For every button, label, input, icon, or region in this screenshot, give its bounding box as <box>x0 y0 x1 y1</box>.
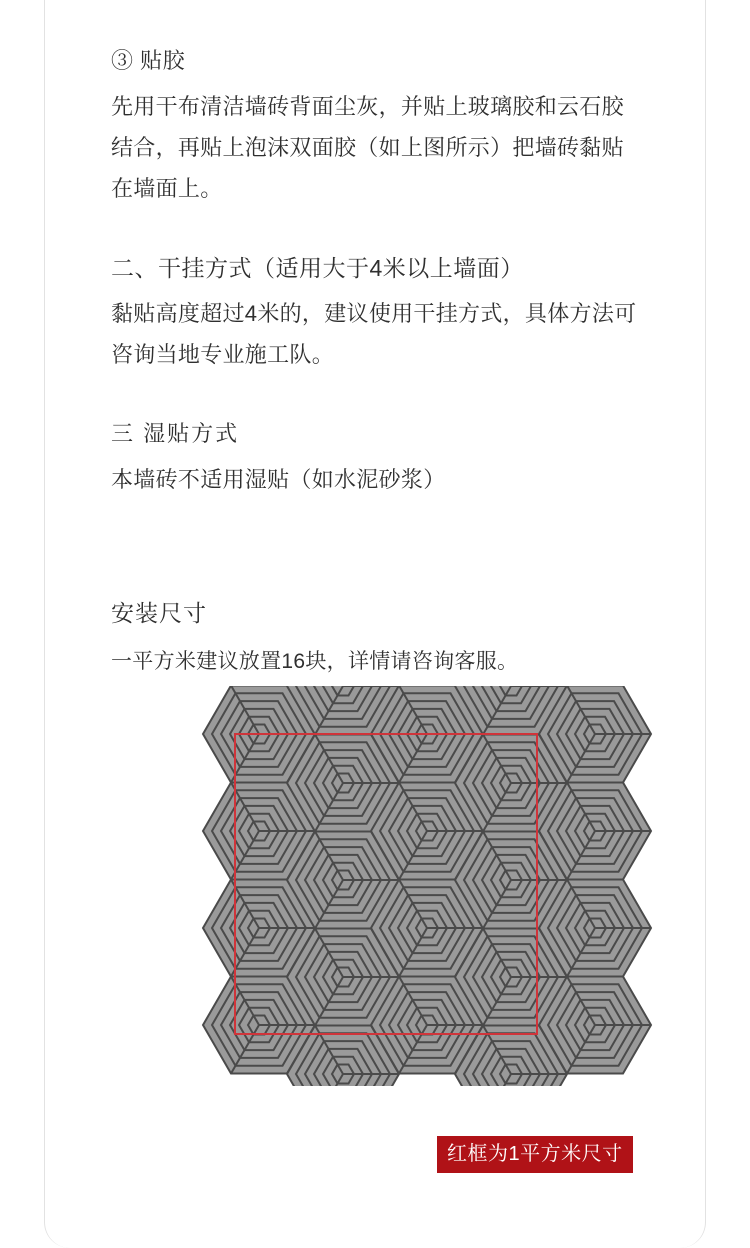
product-detail-page <box>44 0 706 1248</box>
tile-grid <box>203 686 651 1086</box>
install-size-title: 安装尺寸 <box>111 600 207 626</box>
section-heading-wet-paste: 三 湿贴方式 <box>111 421 240 446</box>
hexagon-tile-layout-svg <box>89 686 750 1086</box>
section-heading-glue: ③ 贴胶 <box>111 48 186 73</box>
section-body-dry-hang: 黏贴高度超过4米的，建议使用干挂方式，具体方法可咨询当地专业施工队。 <box>111 301 637 367</box>
section-body-wet-paste: 本墙砖不适用湿贴（如水泥砂浆） <box>111 467 446 492</box>
tile-layout-diagram <box>89 686 750 1086</box>
legend-badge: 红框为1平方米尺寸 <box>437 1136 633 1173</box>
text-content <box>111 0 641 680</box>
section-body-glue: 先用干布清洁墙砖背面尘灰，并贴上玻璃胶和云石胶结合，再贴上泡沫双面胶（如上图所示）把墙砖黏贴在墙面上。 <box>111 94 624 201</box>
install-size-note: 一平方米建议放置16块，详情请咨询客服。 <box>111 650 519 673</box>
section-heading-dry-hang: 二、干挂方式（适用大于4米以上墙面） <box>111 255 524 281</box>
